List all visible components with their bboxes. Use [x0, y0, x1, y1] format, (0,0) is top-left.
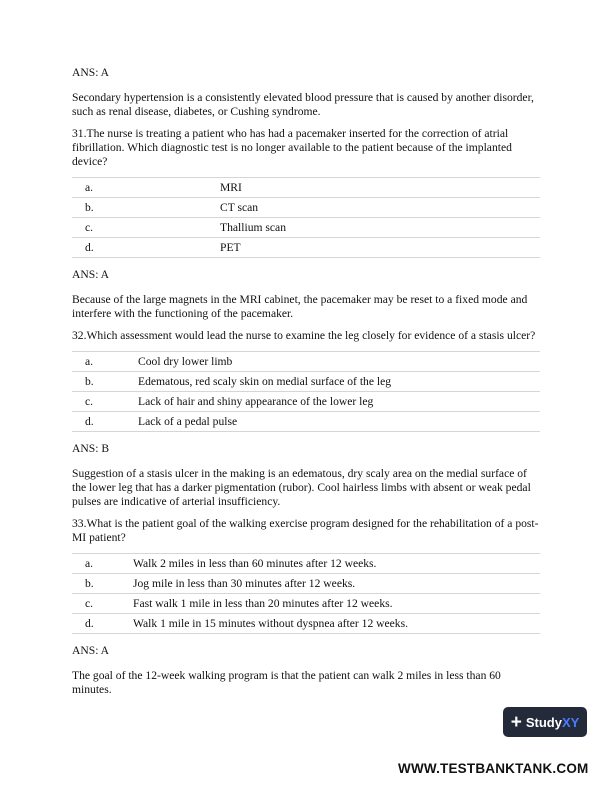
option-row — [72, 178, 540, 198]
option-row — [72, 574, 540, 594]
plus-icon: + — [510, 711, 522, 733]
option-text: Walk 1 mile in 15 minutes without dyspnea after 12 weeks. — [133, 617, 409, 630]
option-letter: a. — [85, 557, 94, 570]
question-32: 32.Which assessment would lead the nurse to examine the leg closely for evidence of a stasis ulcer? — [72, 329, 536, 342]
explanation-text: Because of the large magnets in the MRI cabinet, the pacemaker may be reset to a fixed mode and interfere with the functioning of the pacemaker. — [72, 293, 528, 320]
option-letter: a. — [85, 355, 94, 368]
option-letter: d. — [85, 617, 94, 630]
answer-line: ANS: A — [72, 66, 110, 79]
option-text: Jog mile in less than 30 minutes after 12 weeks. — [133, 577, 356, 590]
option-text: Lack of hair and shiny appearance of the lower leg — [138, 395, 374, 408]
option-letter: c. — [85, 221, 94, 234]
option-text: Thallium scan — [220, 221, 287, 234]
option-row — [72, 594, 540, 614]
option-row — [72, 372, 540, 392]
option-text: Edematous, red scaly skin on medial surface of the leg — [138, 375, 392, 388]
option-letter: b. — [85, 577, 94, 590]
option-row — [72, 412, 540, 432]
option-row — [72, 198, 540, 218]
answer-line: ANS: A — [72, 644, 110, 657]
option-letter: c. — [85, 395, 94, 408]
options-table-32 — [72, 351, 540, 432]
option-row — [72, 554, 540, 574]
badge-xy-text: XY — [561, 714, 580, 730]
explanation-text: The goal of the 12-week walking program is that the patient can walk 2 miles in less than 60 minutes. — [72, 669, 501, 696]
option-text: CT scan — [220, 201, 259, 214]
footer-site-url[interactable]: WWW.TESTBANKTANK.COM — [398, 761, 589, 776]
option-row — [72, 352, 540, 372]
option-letter: c. — [85, 597, 94, 610]
question-31: 31.The nurse is treating a patient who has had a pacemaker inserted for the correction of atrial fibrillation. Which diagnostic test is no longer available to the patient because of the implanted device? — [72, 127, 512, 168]
option-letter: b. — [85, 375, 94, 388]
options-table-31 — [72, 177, 540, 258]
option-letter: a. — [85, 181, 94, 194]
question-33: 33.What is the patient goal of the walking exercise program designed for the rehabilitation of a post-MI patient? — [72, 517, 539, 544]
option-row — [72, 614, 540, 634]
option-letter: d. — [85, 415, 94, 428]
answer-line: ANS: B — [72, 442, 110, 455]
options-table-33 — [72, 553, 540, 634]
option-row — [72, 392, 540, 412]
option-text: MRI — [220, 181, 242, 194]
explanation-text: Suggestion of a stasis ulcer in the making is an edematous, dry scaly area on the medial surface of the lower leg that has a darker pigmentation (rubor). Cool hairless limbs with absent or weak pedal pulses are indicative of arterial insufficiency. — [72, 467, 531, 508]
option-text: Lack of a pedal pulse — [138, 415, 238, 428]
explanation-text: Secondary hypertension is a consistently elevated blood pressure that is caused by another disorder, such as renal disease, diabetes, or Cushing syndrome. — [72, 91, 534, 118]
document-page — [72, 66, 540, 705]
option-text: PET — [220, 241, 241, 254]
option-letter: b. — [85, 201, 94, 214]
answer-line: ANS: A — [72, 268, 110, 281]
option-letter: d. — [85, 241, 94, 254]
option-text: Fast walk 1 mile in less than 20 minutes after 12 weeks. — [133, 597, 393, 610]
option-row — [72, 218, 540, 238]
option-row — [72, 238, 540, 258]
option-text: Cool dry lower limb — [138, 355, 233, 368]
badge-study-text: Study — [525, 714, 562, 730]
option-text: Walk 2 miles in less than 60 minutes after 12 weeks. — [133, 557, 377, 570]
studyxy-badge[interactable] — [503, 707, 587, 737]
